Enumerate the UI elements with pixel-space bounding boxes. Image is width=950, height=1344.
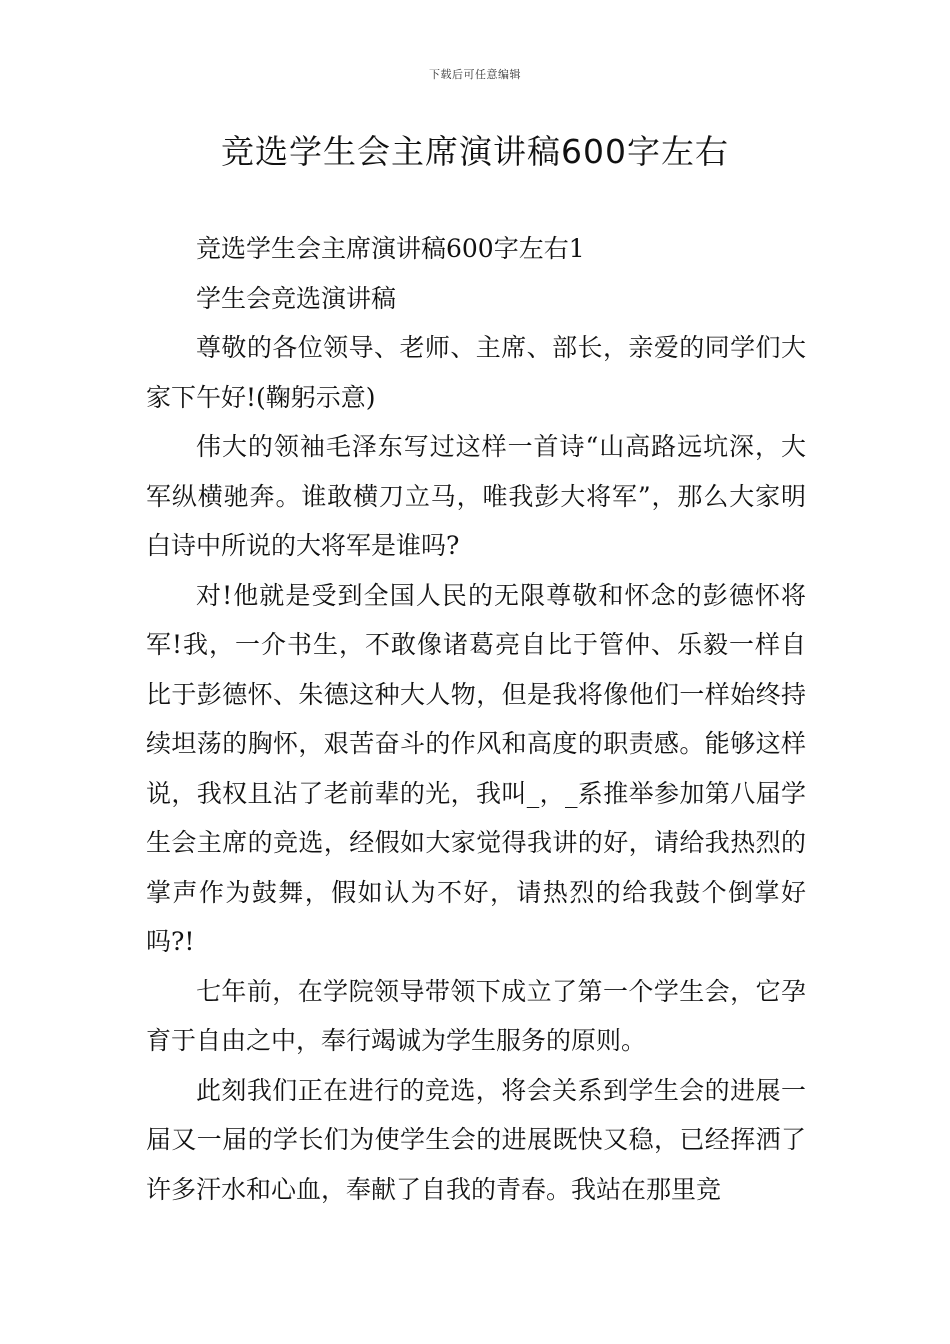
document-title: 竞选学生会主席演讲稿600字左右: [221, 132, 729, 171]
paragraph-greeting: 尊敬的各位领导、老师、主席、部长，亲爱的同学们大家下午好!(鞠躬示意): [146, 333, 806, 412]
document-body: [146, 224, 806, 1214]
paragraph-introduction: 对!他就是受到全国人民的无限尊敬和怀念的彭德怀将军!我，一介书生，不敢像诸葛亮自比于管仲、乐毅一样自比于彭德怀、朱德这种大人物，但是我将像他们一样始终持续坦荡的胸怀，艰苦奋斗的作风和高度的职责感。能够这样说，我权且沾了老前辈的光，我叫_，_系推举参加第八届学生会主席的竞选，经假如大家觉得我讲的好，请给我热烈的掌声作为鼓舞，假如认为不好，请热烈的给我鼓个倒掌好吗?!: [146, 580, 806, 956]
paragraph-poem: 伟大的领袖毛泽东写过这样一首诗“山高路远坑深，大军纵横驰奔。谁敢横刀立马，唯我彭大将军”，那么大家明白诗中所说的大将军是谁吗?: [146, 432, 806, 560]
paragraph-subtitle: 竞选学生会主席演讲稿600字左右1: [196, 234, 585, 263]
paragraph-history: 七年前，在学院领导带领下成立了第一个学生会，它孕育于自由之中，奉行竭诚为学生服务的原则。: [146, 976, 806, 1055]
paragraph-election: 此刻我们正在进行的竞选，将会关系到学生会的进展一届又一届的学长们为使学生会的进展既快又稳，已经挥洒了许多汗水和心血，奉献了自我的青春。我站在那里竞: [146, 1075, 806, 1204]
header-note: 下载后可任意编辑: [429, 68, 521, 81]
paragraph-heading: 学生会竞选演讲稿: [196, 283, 397, 313]
